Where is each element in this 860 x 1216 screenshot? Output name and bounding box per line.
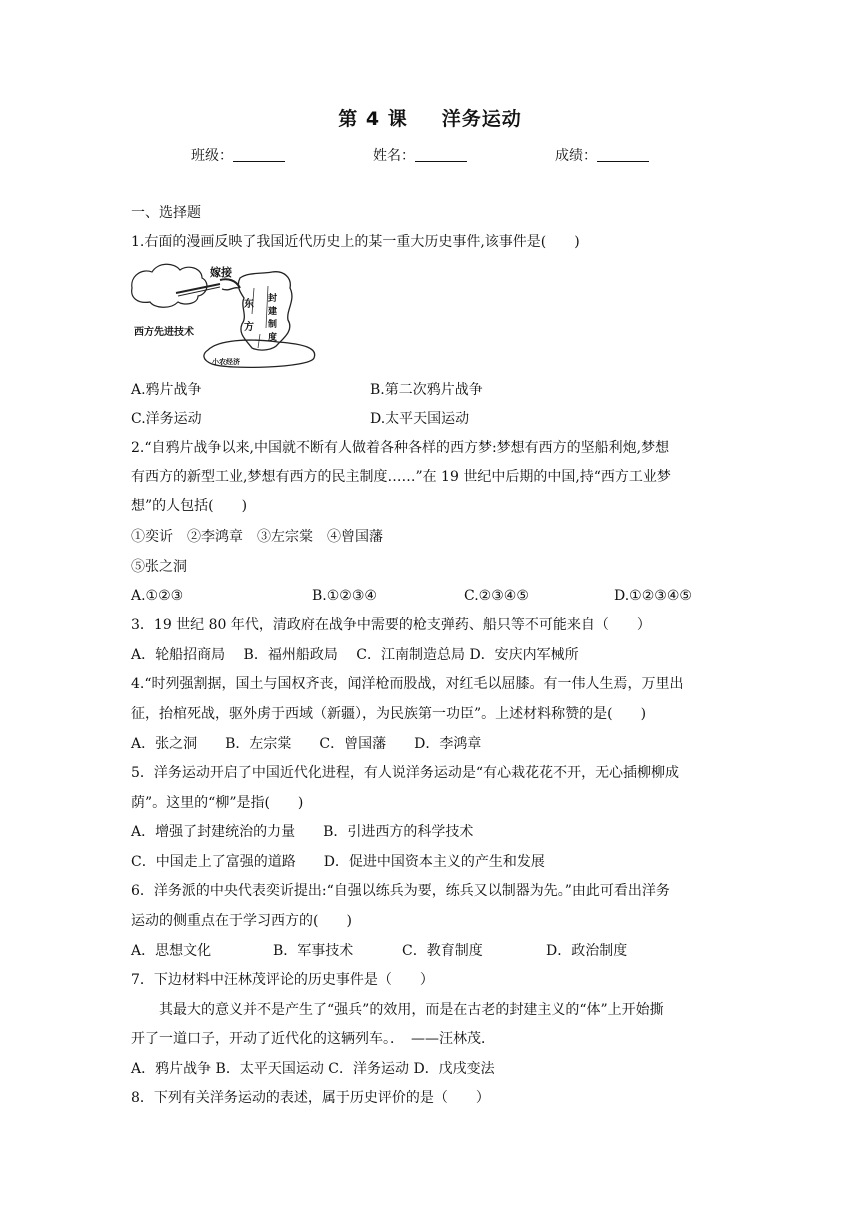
q1-option-a[interactable]: A.鸦片战争 <box>131 382 202 398</box>
q6-option-d[interactable]: D．政治制度 <box>546 943 628 959</box>
cartoon-label-small-farm: 小农经济 <box>212 358 240 366</box>
cartoon-label-feudal-1: 封 <box>268 294 278 304</box>
q5-stem-line-2: 荫”。这里的“柳”是指( ) <box>131 795 304 811</box>
cartoon-label-feudal-3: 制 <box>268 320 278 330</box>
q2-option-c[interactable]: C.②③④⑤ <box>464 588 529 604</box>
lesson-topic: 洋务运动 <box>441 108 522 130</box>
score-field[interactable] <box>555 145 649 165</box>
class-label: 班级： <box>191 148 233 164</box>
q6-option-a[interactable]: A．思想文化 <box>131 943 212 959</box>
class-blank[interactable] <box>233 147 285 162</box>
cartoon-label-feudal-2: 建 <box>268 307 278 317</box>
q7-material-line-2: 开了一道口子，开动了近代化的这辆列车。． ——汪林茂． <box>131 1031 495 1047</box>
cartoon-label-feudal-4: 度 <box>268 333 278 343</box>
q2-stem-line-2: 有西方的新型工业,梦想有西方的民主制度……”在 19 世纪中后期的中国,持“西方工业梦 <box>131 469 671 485</box>
q4-stem-line-2: 征，抬棺死战，驱外虏于西域（新疆），为民族第一功臣”。上述材料称赞的是( ) <box>131 706 647 722</box>
name-label: 姓名： <box>373 148 415 164</box>
q5-options-line-2[interactable]: C．中国走上了富强的道路 D．促进中国资本主义的产生和发展 <box>131 854 545 870</box>
q2-option-d[interactable]: D.①②③④⑤ <box>614 588 692 604</box>
page-title <box>0 104 860 131</box>
q3-options[interactable]: A．轮船招商局 B．福州船政局 C．江南制造总局 D．安庆内军械所 <box>131 647 579 663</box>
q5-options-line-1[interactable]: A．增强了封建统治的力量 B．引进西方的科学技术 <box>131 824 474 840</box>
q1-stem: 1.右面的漫画反映了我国近代历史上的某一重大历史事件,该事件是( ) <box>131 234 580 250</box>
q2-stem-line-3: 想”的人包括( ) <box>131 498 248 514</box>
q2-stem-line-1: 2.“自鸦片战争以来,中国就不断有人做着各种各样的西方梦:梦想有西方的坚船利炮,梦想 <box>131 440 670 456</box>
section-heading: 一、选择题 <box>131 205 201 221</box>
q7-material-line-1: 其最大的意义并不是产生了“强兵”的效用，而是在古老的封建主义的“体”上开始撕 <box>159 1002 664 1018</box>
q6-option-b[interactable]: B．军事技术 <box>273 943 354 959</box>
q6-stem-line-2: 运动的侧重点在于学习西方的( ) <box>131 913 352 929</box>
q2-option-b[interactable]: B.①②③④ <box>312 588 377 604</box>
q7-options[interactable]: A．鸦片战争 B．太平天国运动 C．洋务运动 D．戊戌变法 <box>131 1061 495 1077</box>
name-field[interactable] <box>373 145 467 165</box>
q2-option-a[interactable]: A.①②③ <box>131 588 184 604</box>
score-blank[interactable] <box>597 147 649 162</box>
cartoon-label-east-2: 方 <box>244 322 254 333</box>
q7-stem: 7．下边材料中汪林茂评论的历史事件是（ ） <box>131 972 434 988</box>
q1-option-c[interactable]: C.洋务运动 <box>131 411 202 427</box>
q1-option-b[interactable]: B.第二次鸦片战争 <box>370 382 483 398</box>
cartoon-label-east-1: 东 <box>244 299 254 310</box>
class-field[interactable] <box>191 145 285 165</box>
q6-option-c[interactable]: C．教育制度 <box>402 943 483 959</box>
q1-option-d[interactable]: D.太平天国运动 <box>370 411 470 427</box>
q8-stem: 8．下列有关洋务运动的表述，属于历史评价的是（ ） <box>131 1090 490 1106</box>
cartoon-label-west-tech: 西方先进技术 <box>134 327 194 338</box>
q2-items-line-1: ①奕䜣 ②李鸿章 ③左宗棠 ④曾国藩 <box>131 529 383 545</box>
q5-stem-line-1: 5．洋务运动开启了中国近代化进程，有人说洋务运动是“有心栽花花不开，无心插柳柳成 <box>131 765 680 781</box>
lesson-number: 第 4 课 <box>338 108 408 130</box>
q2-items-line-2: ⑤张之洞 <box>131 559 187 575</box>
q6-stem-line-1: 6．洋务派的中央代表奕䜣提出:“自强以练兵为要，练兵又以制器为先。”由此可看出洋务 <box>131 883 670 899</box>
q4-stem-line-1: 4.“时列强割据，国土与国权齐丧，闻洋枪而股战，对红毛以屈膝。有一伟人生焉，万里出 <box>131 676 684 692</box>
q3-stem: 3．19 世纪 80 年代，清政府在战争中需要的枪支弹药、船只等不可能来自（ ） <box>131 617 651 633</box>
score-label: 成绩： <box>555 148 597 164</box>
name-blank[interactable] <box>415 147 467 162</box>
cartoon-label-graft: 嫁接 <box>210 266 232 279</box>
grafting-cartoon-image <box>128 258 324 370</box>
q4-options[interactable]: A．张之洞 B．左宗棠 C．曾国藩 D．李鸿章 <box>131 736 482 752</box>
